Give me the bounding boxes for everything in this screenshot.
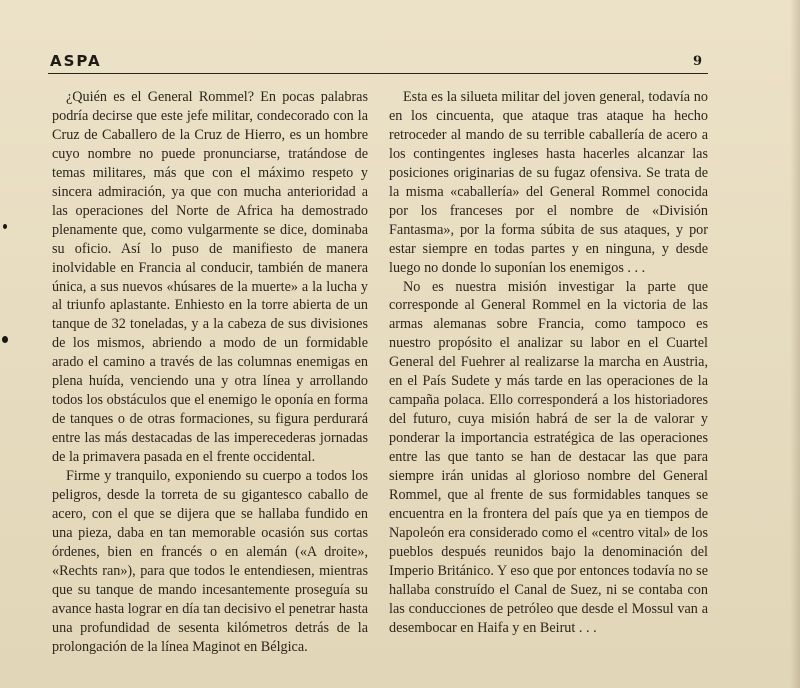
paragraph: No es nuestra misión investigar la parte que corresponde al General Rommel en la victoria de las armas alemanas sobre Francia, como tampoco es nuestro propósito el analizar su labor en el Cuartel General del Fuehrer al realizarse la marcha en Austria, en el País Sudete y más tarde en las operaciones de la campaña polaca. Ello corresponderá a los historiadores del futuro, cuya misión habrá de ser la de valorar y ponderar la importancia estratégica de las operaciones entre las que tanto se han de destacar las que para siempre irán unidas al glorioso nombre del General Rommel, que al frente de sus formidables tanques se encuentra en la frontera del país que ya en tiempos de Napoleón era considerado como el «centro vital» de los pueblos después reunidos bajo la denominación del Imperio Británico. Y eso que por entonces todavía no se hallaba construído el Canal de Suez, ni se contaba con las conducciones de petróleo que desde el Mossul van a desembocar en Haifa y en Beirut . . . xyxy=(389,278,708,636)
ink-speck xyxy=(2,336,8,343)
right-column xyxy=(389,88,708,638)
header-rule xyxy=(48,73,708,74)
paragraph: ¿Quién es el General Rommel? En pocas palabras podría decirse que este jefe militar, condecorado con la Cruz de Caballero de la Cruz de Hierro, es un hombre cuyo nombre no puede pronunciarse, tratándose de temas militares, más que con el máximo respeto y sincera admiración, ya que con mucha anterioridad a las operaciones del Norte de Africa ha demostrado plenamente que, como vulgarmente se dice, dominaba su oficio. Así lo puso de manifiesto de manera inolvidable en Francia al conducir, también de manera única, a sus nuevos «húsares de la muerte» a la lucha y al triunfo aplastante. Enhiesto en la torre abierta de un tanque de 32 toneladas, y a la cabeza de sus divisiones de los mismos, abriendo a modo de un formidable arado el camino a través de las columnas enemigas en plena huída, venciendo una y otra línea y arrollando todos los obstáculos que el enemigo le oponía en forma de tanques o de otras formaciones, su figura perdurará entre las más destacadas de las imperecederas jornadas de la primavera pasada en el frente occidental. xyxy=(52,89,368,466)
paragraph: Esta es la silueta militar del joven general, todavía no en los cincuenta, que ataque tras ataque ha hecho retroceder al mando de su terrible caballería de acero a los contingentes ingleses hasta hacerles alcanzar las posiciones originarias de su fugaz ofensiva. Se trata de la misma «caballería» del General Rommel conocida por los franceses por el nombre de «División Fantasma», por la forma súbita de sus ataques, y por estar siempre en todas partes y en ninguna, y desde luego no donde lo suponían los enemigos . . . xyxy=(389,89,708,276)
page-number: 9 xyxy=(692,54,702,69)
left-column xyxy=(52,88,368,657)
binding-shadow xyxy=(790,0,800,688)
paragraph: Firme y tranquilo, exponiendo su cuerpo a todos los peligros, desde la torreta de su gigantesco caballo de acero, con el que se dijera que se hallaba fundido en una pieza, daba en tan memorable ocasión sus cortas órdenes, bien en francés o en alemán («A droite», «Rechts ran»), para que todos le entendiesen, mientras que su tanque de mando incesantemente proseguía su avance hasta lograr en día tan decisivo el penetrar hasta una profundidad de sesenta kilómetros detrás de la prolongación de la línea Maginot en Bélgica. xyxy=(52,468,368,655)
ink-speck xyxy=(3,224,7,229)
publication-title: ASPA xyxy=(50,52,102,70)
running-header xyxy=(48,50,708,74)
